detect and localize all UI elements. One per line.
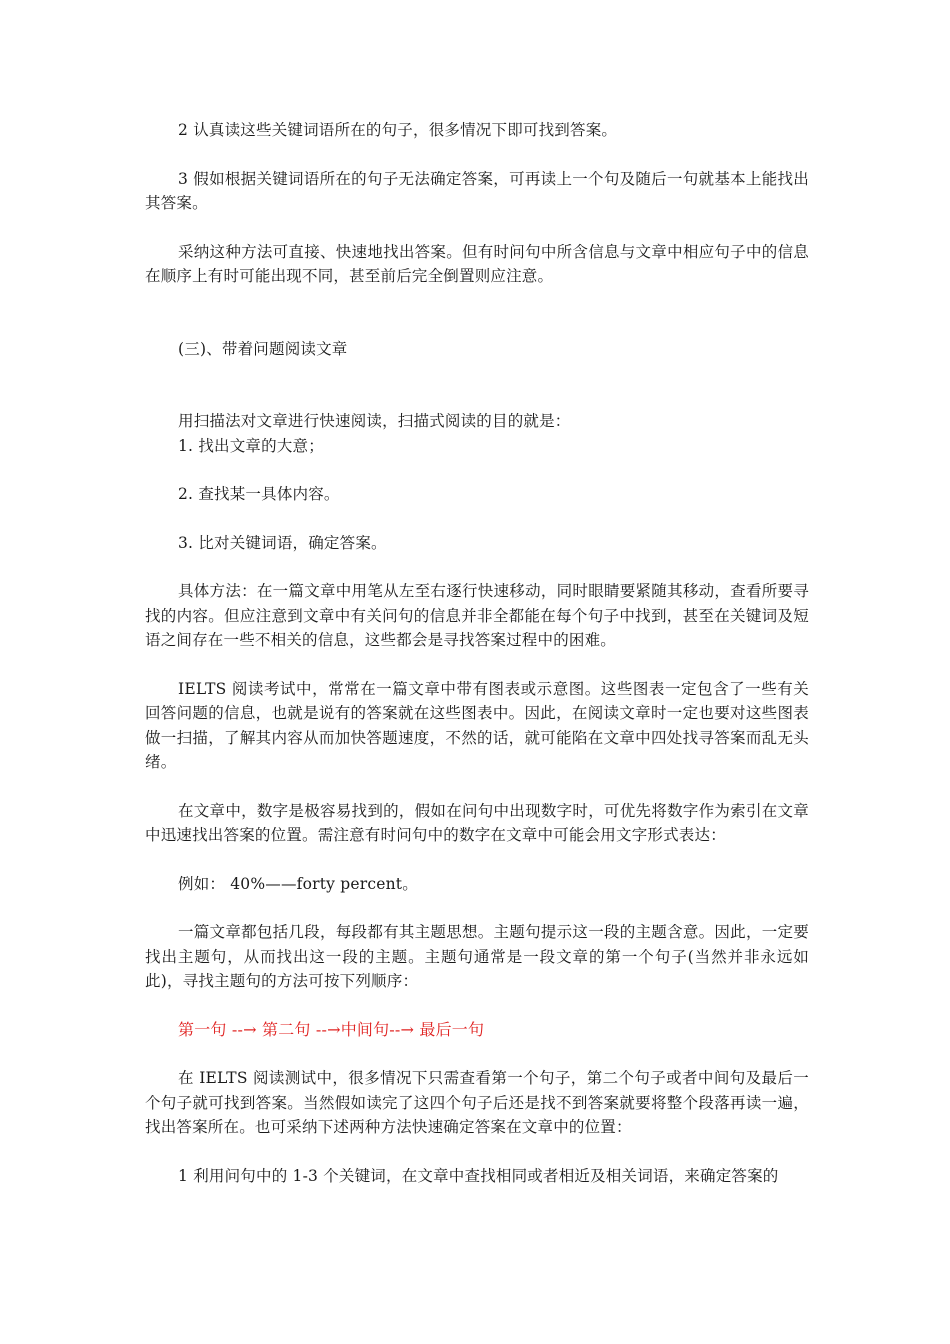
document-page — [145, 118, 809, 1188]
list-item: 3. 比对关键词语，确定答案。 — [178, 533, 387, 552]
paragraph: 在 IELTS 阅读测试中，很多情况下只需查看第一个句子，第二个句子或者中间句及最后一个句子就可找到答案。当然假如读完了这四个句子后还是找不到答案就要将整个段落再读一遍，找出答案所在。也可采纳下述两种方法快速确定答案在文章中的位置： — [145, 1069, 809, 1136]
section-heading: (三)、带着问题阅读文章 — [178, 339, 348, 358]
paragraph: 具体方法：在一篇文章中用笔从左至右逐行快速移动，同时眼睛要紧随其移动，查看所要寻找的内容。但应注意到文章中有关问句的信息并非全都能在每个句子中找到，甚至在关键词及短语之间存在一些不相关的信息，这些都会是寻找答案过程中的困难。 — [145, 582, 809, 649]
paragraph: 用扫描法对文章进行快速阅读，扫描式阅读的目的就是： — [178, 412, 571, 430]
paragraph: 3 假如根据关键词语所在的句子无法确定答案，可再读上一个句及随后一句就基本上能找出其答案。 — [145, 169, 809, 212]
paragraph: 一篇文章都包括几段，每段都有其主题思想。主题句提示这一段的主题含意。因此，一定要找出主题句，从而找出这一段的主题。主题句通常是一段文章的第一个句子(当然并非永远如此)，寻找主题句的方法可按下列顺序： — [145, 923, 809, 990]
list-item: 1. 找出文章的大意； — [178, 436, 324, 455]
example-line: 例如： 40%——forty percent。 — [178, 874, 418, 893]
paragraph: IELTS 阅读考试中，常常在一篇文章中带有图表或示意图。这些图表一定包含了一些有关回答问题的信息，也就是说有的答案就在这些图表中。因此，在阅读文章时一定也要对这些图表做一扫描，了解其内容从而加快答题速度，不然的话，就可能陷在文章中四处找寻答案而乱无头绪。 — [145, 679, 809, 771]
list-item: 2. 查找某一具体内容。 — [178, 485, 340, 503]
highlighted-sequence: 第一句 --→ 第二句 --→中间句--→ 最后一句 — [178, 1019, 485, 1039]
paragraph: 1 利用问句中的 1-3 个关键词，在文章中查找相同或者相近及相关词语，来确定答案的 — [178, 1166, 779, 1185]
paragraph: 在文章中，数字是极容易找到的，假如在问句中出现数字时，可优先将数字作为索引在文章中迅速找出答案的位置。需注意有时问句中的数字在文章中可能会用文字形式表达： — [145, 801, 809, 844]
paragraph: 2 认真读这些关键词语所在的句子，很多情况下即可找到答案。 — [178, 121, 618, 139]
paragraph: 采纳这种方法可直接、快速地找出答案。但有时问句中所含信息与文章中相应句子中的信息在顺序上有时可能出现不同，甚至前后完全倒置则应注意。 — [145, 242, 809, 285]
